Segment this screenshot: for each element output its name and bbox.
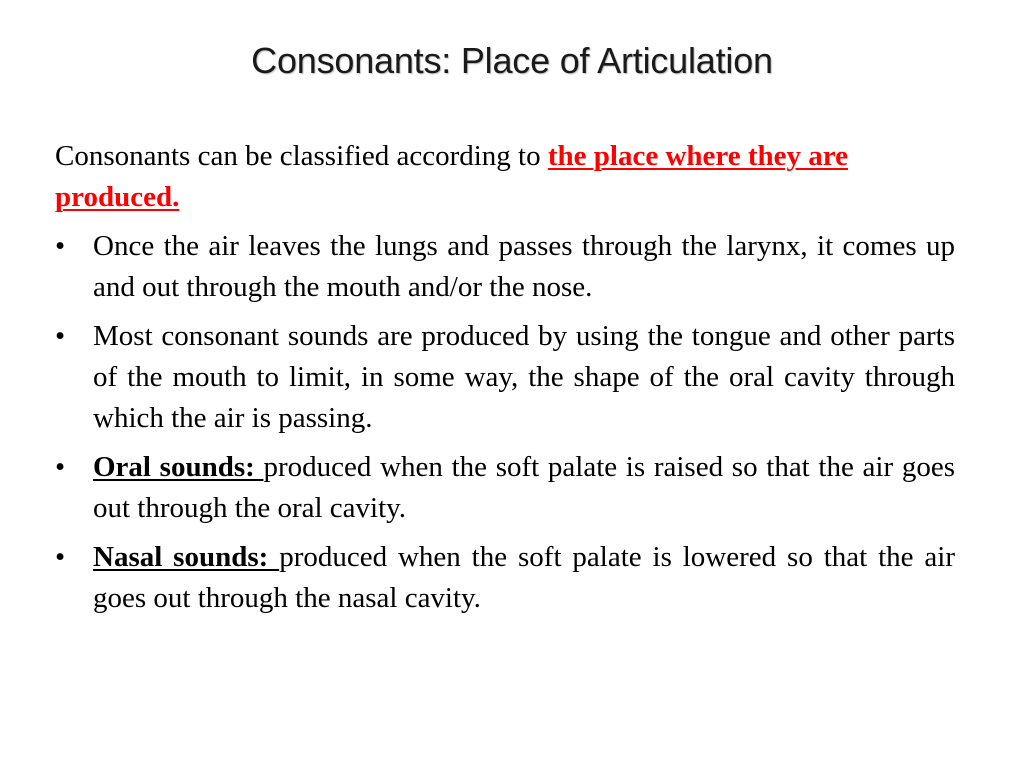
- intro-paragraph: [55, 136, 955, 218]
- bullet-text: Most consonant sounds are produced by using the tongue and other parts of the mouth to limit, in some way, the shape of the oral cavity through which the air is passing.: [93, 320, 955, 434]
- bullet-icon: •: [55, 320, 66, 352]
- bullet-icon: •: [55, 541, 66, 573]
- bullet-item-air-path: [55, 226, 955, 308]
- slide-body: [55, 136, 955, 627]
- intro-highlight: the place where they are produced.: [55, 140, 848, 213]
- bullet-list: [55, 226, 955, 619]
- bullet-term: Nasal sounds:: [93, 541, 280, 573]
- bullet-icon: •: [55, 451, 66, 483]
- bullet-text: produced when the soft palate is lowered so that the air goes out through the nasal cavity.: [93, 541, 955, 614]
- bullet-text: produced when the soft palate is raised so that the air goes out through the oral cavity.: [93, 451, 955, 524]
- bullet-item-consonant-production: [55, 316, 955, 439]
- bullet-icon: •: [55, 230, 66, 262]
- bullet-item-oral-sounds: [55, 447, 955, 529]
- slide-title: Consonants: Place of Articulation: [251, 40, 773, 81]
- bullet-term: Oral sounds:: [93, 451, 264, 483]
- bullet-item-nasal-sounds: [55, 537, 955, 619]
- intro-text: Consonants can be classified according to: [55, 140, 548, 172]
- bullet-text: Once the air leaves the lungs and passes through the larynx, it comes up and out through the mouth and/or the nose.: [93, 230, 955, 303]
